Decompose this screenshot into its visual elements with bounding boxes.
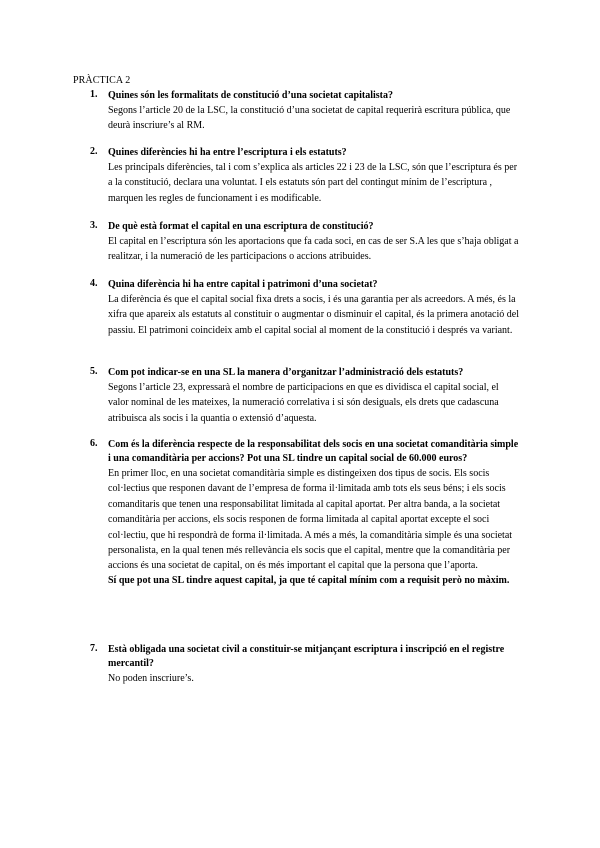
- question-number: 2.: [90, 146, 98, 157]
- answer-text: No poden inscriure’s.: [108, 673, 194, 684]
- answer-text: La diferència és que el capital social fixa drets a socis, i és una garantia per als acreedors. A més, és la xifra que apareix als estatuts al constituir o augmentar o disminuir el capital, és la primera anotació del passiu. El patrimoni coincideix amb el capital social al moment de la constitució i després va variant.: [108, 294, 519, 336]
- question-body: [108, 278, 520, 338]
- answer-conclusion: Sí que pot una SL tindre aquest capital, ja que té capital mínim com a requisit però no màxim.: [108, 574, 510, 586]
- answer-text: El capital en l’escriptura són les aportacions que fa cada soci, en cas de ser S.A les que s’haja obligat a realitzar, i la numeració de les participacions o accions atribuides.: [108, 236, 519, 263]
- answer-text: Les principals diferències, tal i com s’explica als articles 22 i 23 de la LSC, són que l’escriptura és per a la constitució, declara una voluntat. I els estatuts són part del contingut mínim de l’escriptura , marquen les regles de funcionament i es modificable.: [108, 162, 518, 204]
- question-number: 7.: [90, 643, 98, 654]
- question-text: Està obligada una societat civil a constituir-se mitjançant escriptura i inscripció en el registre mercantil?: [108, 644, 505, 669]
- question-number: 4.: [90, 278, 98, 289]
- question-item-1: [90, 89, 520, 134]
- answer-text: Segons l’article 20 de la LSC, la constitució d’una societat de capital requerirà escritura pública, que deurà inscriure’s al RM.: [108, 105, 511, 132]
- question-text: Com pot indicar-se en una SL la manera d’organitzar l’administració dels estatuts?: [108, 367, 464, 378]
- question-text: Quina diferència hi ha entre capital i patrimoni d’una societat?: [108, 279, 378, 290]
- question-text: Quines són les formalitats de constitució d’una societat capitalista?: [108, 90, 393, 101]
- question-number: 5.: [90, 366, 98, 377]
- question-item-7: [90, 643, 520, 686]
- question-item-6: [90, 438, 520, 588]
- question-body: [108, 146, 520, 206]
- answer-text: En primer lloc, en una societat comanditària simple es distingeixen dos tipus de socis. Els socis col·lectius que responen davant de l’empresa de forma il·limitada amb tots els seus béns; i els socis comanditaris que tenen una responsabilitat limitada al capital aportat. Per altra banda, a la societat comanditària per accions, els socis responen de forma limitada al capital aportat excepte el soci col·lectiu, que hi respondrà de forma il·limitada. A més a més, la comanditària simple és una societat personalista, en la qual tenen més rellevància els socis que el capital, mentre que la comanditària per accions és una societat de capital, on és més important el capital que la persona que l’aporta.: [108, 468, 513, 572]
- question-number: 6.: [90, 438, 98, 449]
- question-body: [108, 366, 520, 426]
- document-title: PRÀCTICA 2: [73, 75, 131, 86]
- question-item-3: [90, 220, 520, 265]
- question-item-4: [90, 278, 520, 338]
- question-text: Com és la diferència respecte de la responsabilitat dels socis en una societat comanditària simple i una comanditària per accions? Pot una SL tindre un capital social de 60.000 euros?: [108, 439, 519, 464]
- question-text: De què està format el capital en una escriptura de constitució?: [108, 221, 374, 232]
- question-text: Quines diferències hi ha entre l’escriptura i els estatuts?: [108, 147, 347, 158]
- answer-text: Segons l’article 23, expressarà el nombre de participacions en que es dividisca el capital social, el valor nominal de les mateixes, la numeració correlativa i si són desiguals, els drets que cadascuna atribuisca als socis i la quantia o extensió d’aquesta.: [108, 382, 499, 424]
- question-number: 3.: [90, 220, 98, 231]
- question-body: [108, 220, 520, 265]
- question-body: [108, 89, 520, 134]
- question-body: [108, 438, 520, 588]
- question-item-2: [90, 146, 520, 206]
- question-number: 1.: [90, 89, 98, 100]
- question-body: [108, 643, 520, 686]
- question-item-5: [90, 366, 520, 426]
